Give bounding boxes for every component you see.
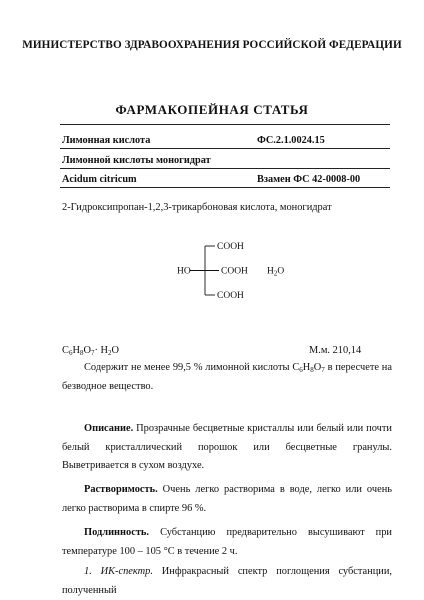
header-rule <box>60 148 390 149</box>
content-paragraph: Содержит не менее 99,5 % лимонной кислоты $C_6H_8O_7$ в пересчете на безводное вещество. <box>62 362 392 392</box>
ir-paragraph: 1. ИК-спектр. Инфракрасный спектр поглощения субстанции, полученный <box>62 566 392 596</box>
hydroxyl-label: HO <box>177 266 191 277</box>
chemical-name: 2-Гидроксипропан-1,2,3-трикарбоновая кислота, моногидрат <box>62 202 332 213</box>
article-code: ФС.2.1.0024.15 <box>257 135 325 146</box>
identity-label: Подлинность. <box>84 527 150 538</box>
cooh-bottom: COOH <box>217 291 244 301</box>
description-paragraph: Описание. Прозрачные бесцветные кристаллы или белый или почти белый кристаллический порошок или бесцветные гранулы. Выветривается в сухом воздухе. <box>62 423 392 471</box>
article-title: ФАРМАКОПЕЙНАЯ СТАТЬЯ <box>115 102 309 117</box>
water-label: $H_2O$ <box>267 266 285 278</box>
substance-form-name: Лимонной кислоты моногидрат <box>62 155 211 166</box>
cooh-top: COOH <box>217 242 244 252</box>
molecular-formula: $C_6H_8O_7\cdot H_2O$ <box>62 345 120 357</box>
header-rule <box>60 124 390 125</box>
ministry-header: МИНИСТЕРСТВО ЗДРАВООХРАНЕНИЯ РОССИЙСКОЙ ФЕДЕРАЦИИ <box>22 39 402 51</box>
header-rule <box>60 187 390 188</box>
ir-label: 1. ИК-спектр. <box>84 566 153 577</box>
description-label: Описание. <box>84 423 134 434</box>
cooh-middle: COOH <box>221 266 248 277</box>
molar-mass: М.м. 210,14 <box>309 345 362 356</box>
solubility-paragraph: Растворимость. Очень легко растворима в воде, легко или очень легко растворима в спирте 96 %. <box>62 484 392 514</box>
latin-name: Acidum citricum <box>62 174 137 185</box>
solubility-label: Растворимость. <box>84 484 158 495</box>
structural-formula <box>160 233 310 308</box>
header-rule <box>60 168 390 169</box>
replaces-note: Взамен ФС 42-0008-00 <box>257 174 361 185</box>
identity-paragraph: Подлинность. Субстанцию предварительно высушивают при температуре 100 – 105 °С в течение 2 ч. <box>62 527 392 557</box>
substance-name: Лимонная кислота <box>62 135 151 146</box>
